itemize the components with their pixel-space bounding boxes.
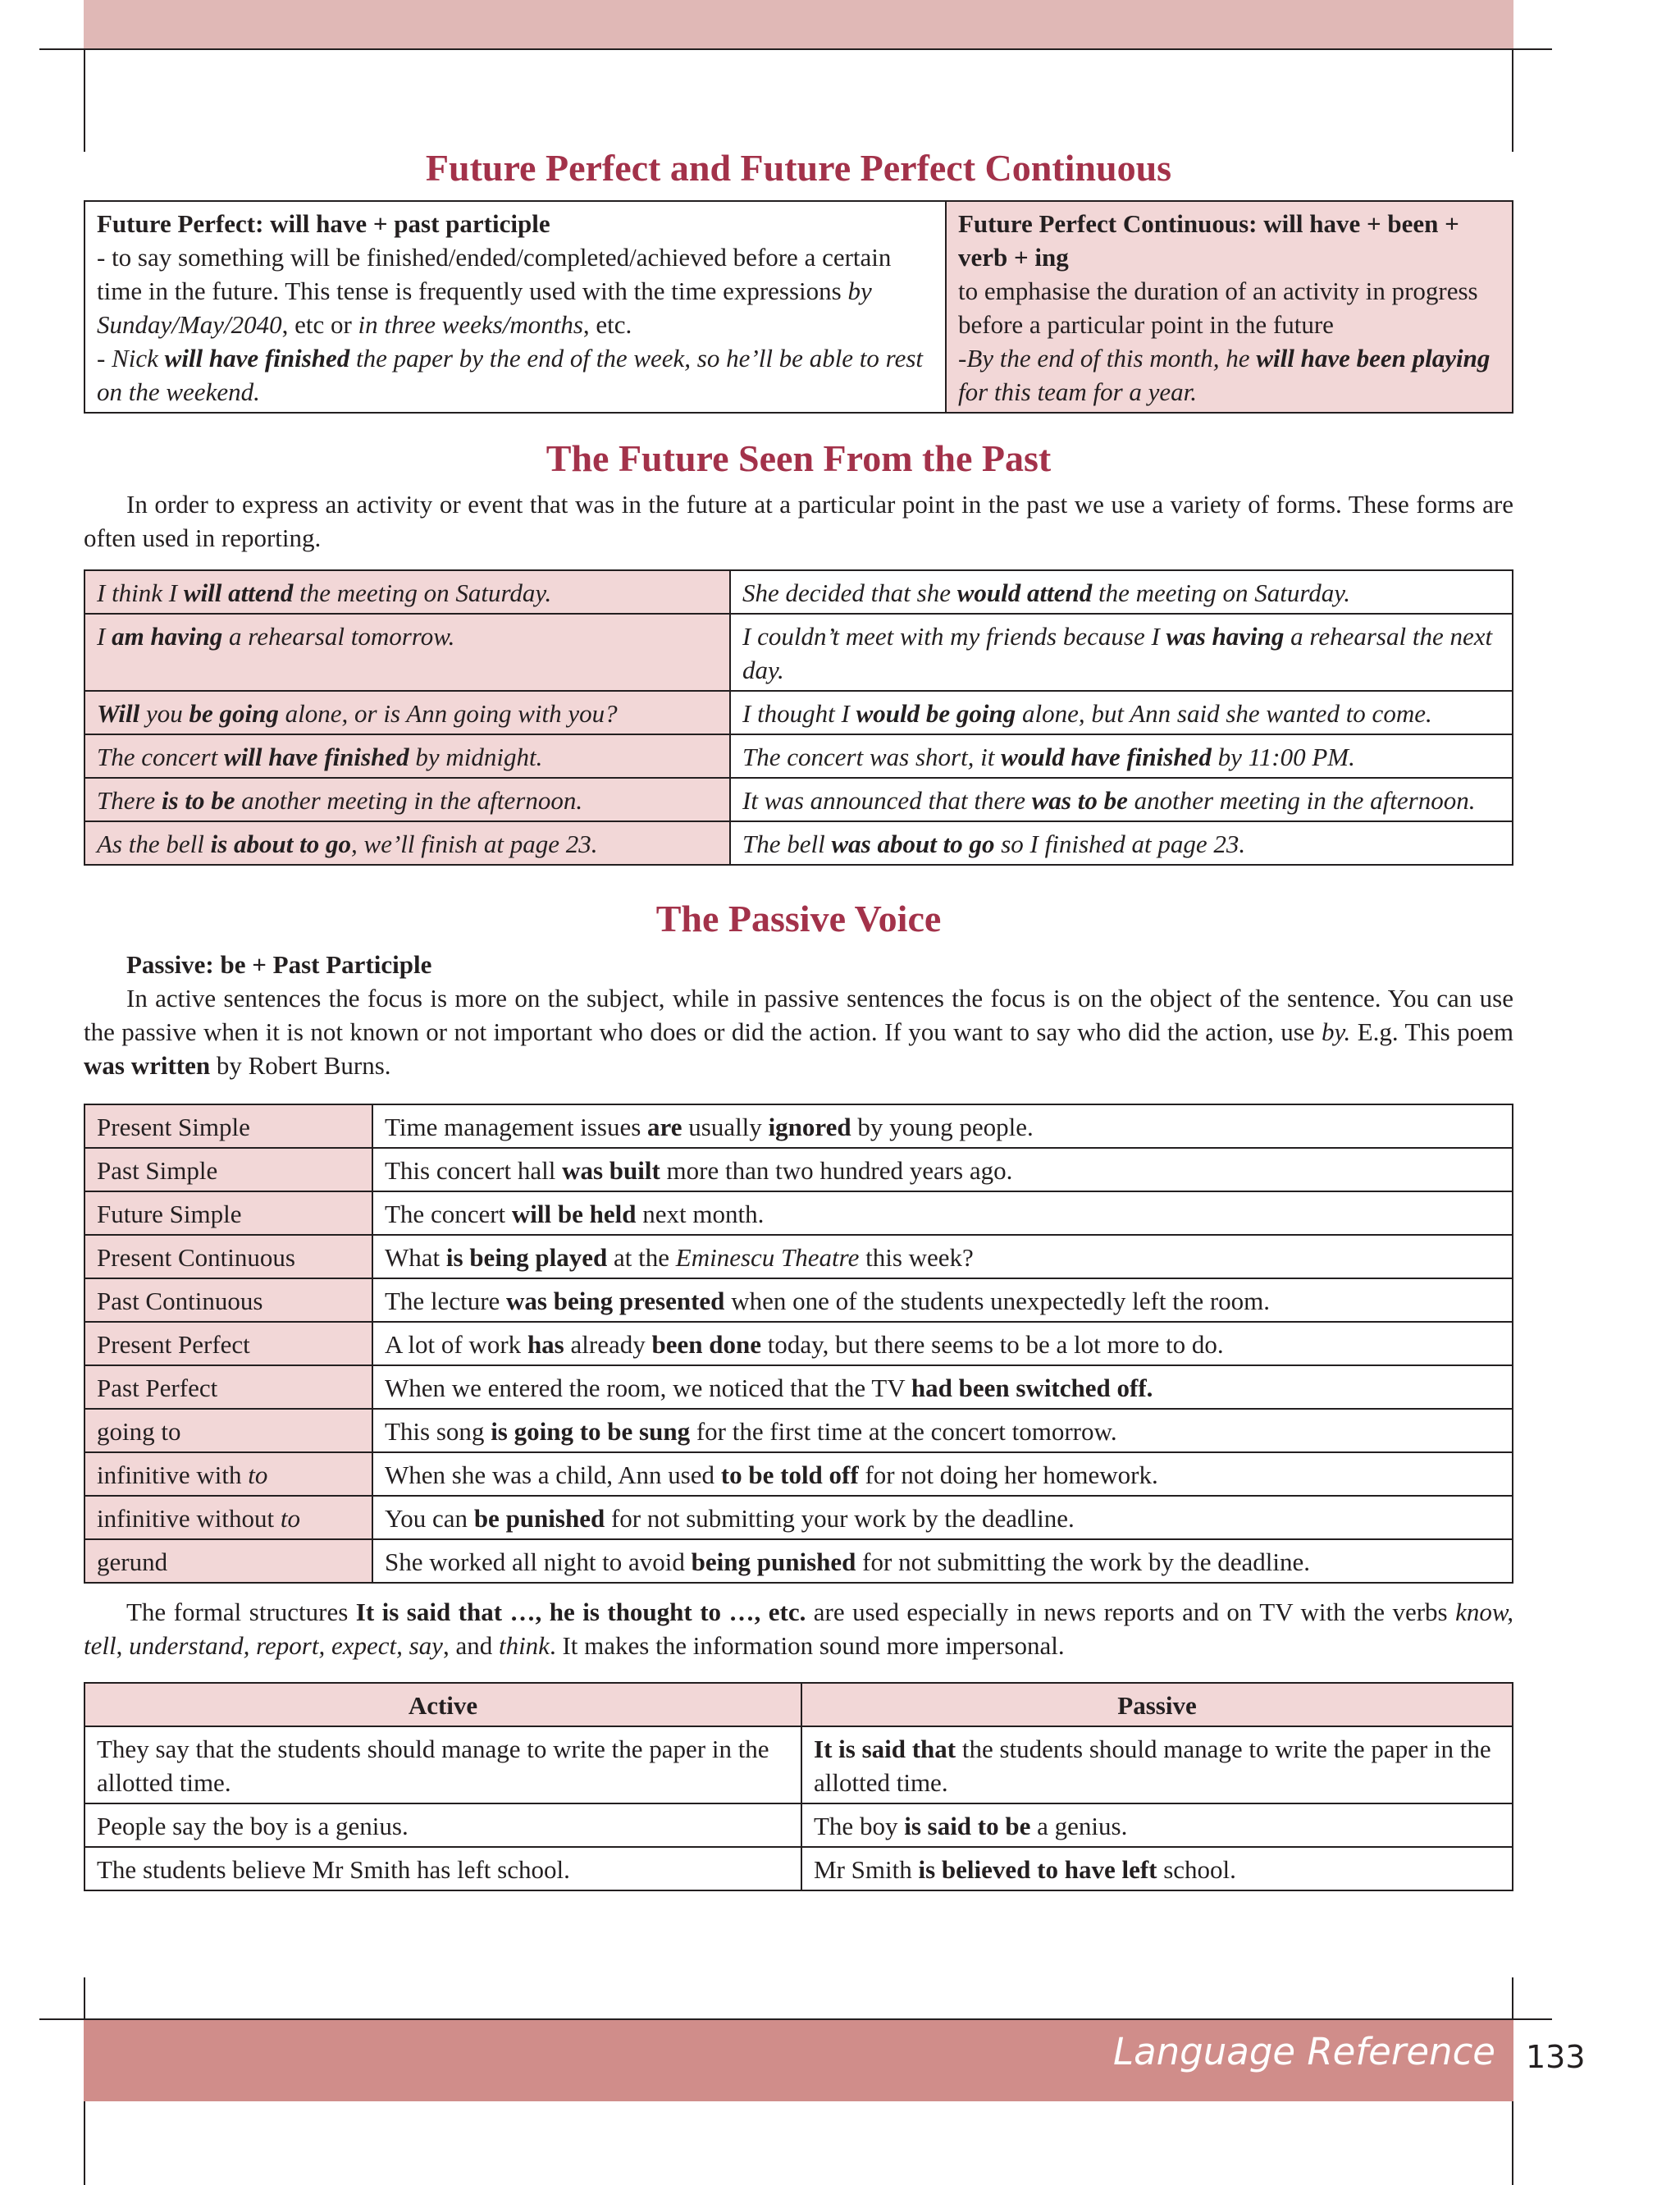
text-run: I [97,622,112,651]
text-run: a genius. [1030,1812,1128,1840]
text-run: I think I [97,578,184,607]
text-run: was being presented [506,1287,725,1315]
passive-intro-bold: was written [84,1051,211,1080]
text-run: was having [1166,622,1285,651]
passive-example-cell [372,1539,1513,1583]
text-run: I couldn’t meet with my friends because I [742,622,1166,651]
table-row [84,691,1513,734]
page-content [84,139,1513,1891]
text-run: are [647,1113,682,1141]
text-run: when one of the students unexpectedly left the room. [724,1287,1271,1315]
future-form-cell [84,778,730,821]
text-run: to [248,1460,268,1489]
passive-tenses-table [84,1104,1513,1584]
fp-desc2: , etc or [281,310,358,339]
passive-intro [84,981,1513,1082]
text-run: is about to go [210,830,352,858]
tense-name-cell [84,1235,372,1278]
text-run: You can [385,1504,474,1533]
table-row [84,1803,1513,1847]
past-reported-cell [730,734,1513,778]
section-title-future-from-past: The Future Seen From the Past [546,437,1052,479]
text-run: Present Simple [97,1113,250,1141]
tense-name-cell [84,1539,372,1583]
passive-sentence-cell [801,1726,1513,1803]
text-run: am having [112,622,223,651]
fpc-ex-a: -By the end of this month, he [958,344,1257,373]
text-run: infinitive with [97,1460,249,1489]
tense-name-cell [84,1365,372,1409]
text-run: would have finished [1001,743,1212,771]
past-reported-cell [730,691,1513,734]
text-run: The boy [814,1812,905,1840]
future-from-past-table [84,569,1513,866]
fp-ex-a: - Nick [97,344,165,373]
formal-structures-paragraph [84,1595,1513,1662]
text-run: to be told off [720,1460,859,1489]
table-row [84,1496,1513,1539]
text-run: Present Perfect [97,1330,250,1359]
text-run: for the first time at the concert tomorrow. [690,1417,1117,1446]
text-run: a rehearsal the next day. [742,622,1493,684]
text-run: is to be [161,786,235,815]
active-column-header: Active [84,1683,801,1726]
table-row [84,1409,1513,1452]
passive-example-cell [372,1191,1513,1235]
formal-b: are used especially in news reports and on TV with the verbs [806,1598,1456,1626]
text-run: has [527,1330,564,1359]
text-run: As the bell [97,830,211,858]
text-run: Mr Smith [814,1855,919,1884]
text-run: will attend [183,578,294,607]
tense-name-cell [84,1278,372,1322]
text-run: this week? [859,1243,974,1272]
text-run: , we’ll finish at page 23. [351,830,598,858]
fpc-ex-c: for this team for a year. [958,377,1198,406]
text-run: alone, but Ann said she wanted to come. [1016,699,1432,728]
text-run: Will [97,699,140,728]
text-run: will have finished [223,743,409,771]
future-perfect-heading: Future Perfect: will have + past participle [97,209,550,238]
text-run: Past Continuous [97,1287,263,1315]
formal-it2: understand, report, expect, say [129,1631,443,1660]
text-run: There [97,786,162,815]
section-title-passive-voice: The Passive Voice [655,898,942,939]
text-run: is believed to have left [918,1855,1157,1884]
text-run: will be held [511,1200,637,1228]
text-run: so I finished at page 23. [994,830,1246,858]
text-run: for not doing her homework. [858,1460,1158,1489]
passive-intro-c: by Robert Burns. [210,1051,391,1080]
future-perfect-cell [84,201,946,413]
text-run: They say that the students should manage to write the paper in the allotted time. [97,1735,769,1797]
text-run: to [280,1504,300,1533]
future-from-past-intro: In order to express an activity or event that was in the future at a particular point in the past we use a variety of forms. These forms are often used in reporting. [84,490,1513,552]
table-row [84,614,1513,691]
text-run: Time management issues [385,1113,648,1141]
text-run: by young people. [851,1113,1034,1141]
formal-e: . It makes the information sound more impersonal. [549,1631,1065,1660]
text-run: more than two hundred years ago. [660,1156,1013,1185]
text-run: was built [562,1156,660,1185]
page-number: 133 [1526,2039,1586,2075]
table-row [84,570,1513,614]
formal-d: , and [442,1631,499,1660]
text-run: Eminescu Theatre [675,1243,860,1272]
right-crop-mark [1512,49,1513,152]
passive-example-cell [372,1452,1513,1496]
text-run: school. [1157,1855,1236,1884]
future-form-cell [84,614,730,691]
fpc-ex-b: will have been playing [1256,344,1491,373]
table-row [84,1452,1513,1496]
text-run: is going to be sung [491,1417,691,1446]
text-run: was about to go [831,830,995,858]
past-reported-cell [730,821,1513,865]
text-run: The concert [97,743,224,771]
text-run: a rehearsal tomorrow. [222,622,455,651]
passive-column-header: Passive [801,1683,1513,1726]
passive-intro-b: E.g. This poem [1350,1017,1513,1046]
text-run: usually [682,1113,769,1141]
text-run: It is said that [814,1735,956,1763]
past-reported-cell [730,570,1513,614]
text-run: When we entered the room, we noticed that the TV [385,1374,911,1402]
passive-sentence-cell [801,1847,1513,1890]
text-run: the students should manage to write the paper in the allotted time. [814,1735,1491,1797]
text-run: the meeting on Saturday. [293,578,552,607]
table-row [84,1191,1513,1235]
top-rule [39,48,1552,50]
future-form-cell [84,734,730,778]
text-run: This concert hall [385,1156,563,1185]
text-run: What [385,1243,446,1272]
passive-intro-a: In active sentences the focus is more on the subject, while in passive sentences the focus is on the object of the sentence. You can use the passive when it is not known or not important who does or did the action. If you want to say who did the action, use [84,984,1513,1046]
table-row [84,821,1513,865]
text-run: would be going [856,699,1016,728]
text-run: for not submitting your work by the deadline. [605,1504,1075,1533]
text-run: be punished [473,1504,605,1533]
formal-it3: think [498,1631,550,1660]
text-run: The lecture [385,1287,507,1315]
text-run: infinitive without [97,1504,281,1533]
text-run: People say the boy is a genius. [97,1812,409,1840]
passive-example-cell [372,1496,1513,1539]
text-run: by midnight. [409,743,543,771]
passive-example-cell [372,1104,1513,1148]
text-run: A lot of work [385,1330,527,1359]
text-run: be going [189,699,279,728]
text-run: Past Simple [97,1156,218,1185]
text-run: is said to be [904,1812,1031,1840]
passive-formula: Passive: be + Past Participle [126,950,432,979]
text-run: is being played [445,1243,608,1272]
fp-expr1: by Sunday/May/2040 [97,277,872,339]
passive-example-cell [372,1409,1513,1452]
passive-example-cell [372,1148,1513,1191]
text-run: The students believe Mr Smith has left school. [97,1855,570,1884]
tense-name-cell [84,1496,372,1539]
table-row [84,1726,1513,1803]
text-run: another meeting in the afternoon. [1127,786,1476,815]
passive-example-cell [372,1365,1513,1409]
fp-desc: - to say something will be finished/ended/completed/achieved before a certain time in the future. This tense is frequently used with the time expressions [97,243,892,305]
past-reported-cell [730,778,1513,821]
text-run: The concert [385,1200,512,1228]
text-run: going to [97,1417,181,1446]
text-run: Future Simple [97,1200,242,1228]
tense-name-cell [84,1191,372,1235]
future-form-cell [84,821,730,865]
text-run: the meeting on Saturday. [1092,578,1351,607]
text-run: alone, or is Ann going with you? [278,699,618,728]
tense-name-cell [84,1148,372,1191]
text-run: was to be [1031,786,1128,815]
formal-bold: It is said that …, he is thought to …, etc. [355,1598,806,1626]
future-form-cell [84,691,730,734]
text-run: had been switched off. [911,1374,1153,1402]
text-run: When she was a child, Ann used [385,1460,721,1489]
active-sentence-cell [84,1803,801,1847]
top-color-band [84,0,1513,49]
text-run: another meeting in the afternoon. [235,786,583,815]
table-row [84,1539,1513,1583]
left-crop-mark [84,49,85,152]
text-run: She decided that she [742,578,957,607]
formal-it1: know, tell [84,1598,1513,1660]
text-run: by 11:00 PM. [1211,743,1355,771]
footer-band [84,2020,1513,2101]
text-run: you [139,699,189,728]
table-row [84,1278,1513,1322]
text-run: gerund [97,1547,168,1576]
text-run: It was announced that there [742,786,1032,815]
tense-name-cell [84,1322,372,1365]
fp-expr2: in three weeks/months [358,310,583,339]
tense-name-cell [84,1104,372,1148]
fpc-desc: to emphasise the duration of an activity in progress before a particular point in the future [958,277,1478,339]
formal-c: , [116,1631,130,1660]
text-run: I thought I [742,699,856,728]
fp-desc3: , etc. [582,310,632,339]
text-run: today, but there seems to be a lot more to do. [760,1330,1224,1359]
text-run: Past Perfect [97,1374,218,1402]
passive-sentence-cell [801,1803,1513,1847]
text-run: ignored [768,1113,851,1141]
section-title-future-perfect: Future Perfect and Future Perfect Continuous [425,147,1172,189]
past-reported-cell [730,614,1513,691]
table-row [84,1148,1513,1191]
table-row [84,778,1513,821]
table-row [84,734,1513,778]
text-run: next month. [636,1200,765,1228]
passive-example-cell [372,1235,1513,1278]
table-row [84,1104,1513,1148]
future-perfect-table [84,200,1513,414]
formal-a: The formal structures [126,1598,356,1626]
fp-ex-b: will have finished [164,344,350,373]
table-row [84,1235,1513,1278]
text-run: The bell [742,830,832,858]
text-run: Present Continuous [97,1243,295,1272]
passive-example-cell [372,1322,1513,1365]
passive-example-cell [372,1278,1513,1322]
text-run: The concert was short, it [742,743,1002,771]
future-perfect-continuous-heading: Future Perfect Continuous: will have + been + verb + ing [958,209,1459,272]
table-row [84,1322,1513,1365]
future-form-cell [84,570,730,614]
passive-subheading [84,948,1513,981]
table-row [84,1847,1513,1890]
text-run: would attend [956,578,1093,607]
footer-label: Language Reference [1113,2030,1495,2073]
text-run: already [564,1330,652,1359]
tense-name-cell [84,1409,372,1452]
text-run: She worked all night to avoid [385,1547,692,1576]
text-run: This song [385,1417,491,1446]
fp-ex-c: the paper by the end of the week, so he’ll be able to rest on the weekend. [97,344,924,406]
active-sentence-cell [84,1847,801,1890]
text-run: being punished [691,1547,856,1576]
future-perfect-continuous-cell [946,201,1513,413]
text-run: for not submitting the work by the deadline. [856,1547,1311,1576]
text-run: at the [607,1243,676,1272]
table-row [84,1365,1513,1409]
passive-intro-by: by. [1322,1017,1351,1046]
tense-name-cell [84,1452,372,1496]
active-sentence-cell [84,1726,801,1803]
text-run: been done [651,1330,761,1359]
active-passive-table [84,1682,1513,1891]
